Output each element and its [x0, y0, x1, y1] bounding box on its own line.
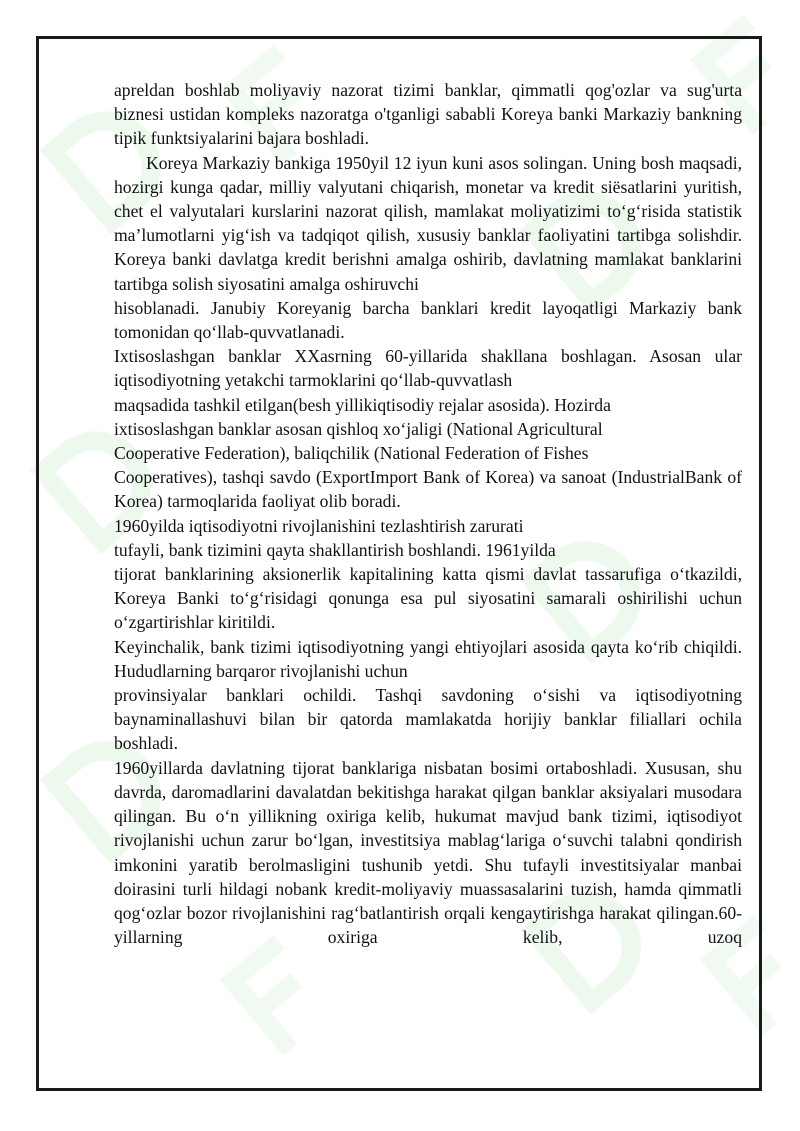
paragraph: tijorat banklarining aksionerlik kapitalining katta qismi davlat tassarufiga o‘tkazildi, Koreya Banki to‘g‘risidagi qonunga esa pul siyosatini samarali oshirilishi uchun o‘zgartirishlar kiritildi.: [114, 564, 742, 633]
paragraph: Ixtisoslashgan banklar XXasrning 60-yillarida shakllana boshlagan. Asosan ular iqtisodiyotning yetakchi tarmoklarini qo‘llab-quvvatlash: [114, 346, 742, 391]
paragraph: Cooperatives), tashqi savdo (ExportImport Bank of Korea) va sanoat (IndustrialBank of Korea) tarmoqlarida faoliyat olib boradi.: [114, 467, 742, 512]
paragraph: 1960yilda iqtisodiyotni rivojlanishini tezlashtirish zarurati: [114, 515, 524, 536]
paragraph: Koreya Markaziy bankiga 1950yil 12 iyun kuni asos solingan. Uning bosh maqsadi, hozirgi kunga qadar, milliy valyutani chiqarish, monetar va kredit siësatlarini yuritish, chet el valyutalari kurslarini nazorat qilish, mamlakat moliyatizimi to‘g‘risida statistik ma’lumotlarni yig‘ish va tadqiqot qilish, xususiy banklar faoliyatini tartibga solishdir. Koreya banki davlatga kredit berishni amalga oshirib, davlatning mamlakat banklarini tartibga solish siyosatini amalga oshiruvchi: [114, 152, 742, 294]
paragraph: ixtisoslashgan banklar asosan qishloq xo‘jaligi (National Agricultural: [114, 418, 603, 439]
paragraph: Keyinchalik, bank tizimi iqtisodiyotning yangi ehtiyojlari asosida qayta ko‘rib chiqildi. Hududlarning barqaror rivojlanishi uchun: [114, 636, 742, 681]
document-body: [114, 78, 742, 949]
paragraph: hisoblanadi. Janubiy Koreyanig barcha banklari kredit layoqatligi Markaziy bank tomonidan qo‘llab-quvvatlanadi.: [114, 297, 742, 343]
paragraph: Cooperative Federation), baliqchilik (National Federation of Fishes: [114, 443, 589, 464]
paragraph: provinsiyalar banklari ochildi. Tashqi savdoning o‘sishi va iqtisodiyotning baynaminallashuvi bilan bir qatorda mamlakatda horijiy banklar filiallari ochila boshladi.: [114, 685, 742, 754]
paragraph: maqsadida tashkil etilgan(besh yillikiqtisodiy rejalar asosida). Hozirda: [114, 394, 611, 415]
paragraph: tufayli, bank tizimini qayta shakllantirish boshlandi. 1961yilda: [114, 539, 556, 560]
paragraph: apreldan boshlab moliyaviy nazorat tizimi banklar, qimmatli qog'ozlar va sug'urta biznesi ustidan kompleks nazoratga o'tganligi sababli Koreya banki Markaziy bankning tipik funktsiyalarini bajara boshladi.: [114, 80, 742, 149]
paragraph: 1960yillarda davlatning tijorat banklariga nisbatan bosimi ortaboshladi. Xususan, shu davrda, daromadlarini davalatdan bekitishga harakat qilgan banklar aksiyalari musodara qilingan. Bu o‘n yillikning oxiriga kelib, hukumat mavjud bank tizimi, iqtisodiyot rivojlanishi uchun zarur bo‘lgan, investitsiya mablag‘lariga o‘suvchi talabni qondirish imkonini yaratib berolmasligini tushunib yetdi. Shu tufayli investitsiyalar manbai doirasini turli hildagi nobank kredit-moliyaviy muassasalarini tuzish, hamda qimmatli qog‘ozlar bozor rivojlanishini rag‘batlantirish orqali kengaytirishga harakat qilingan.60-yillarning oxiriga kelib, uzoq: [114, 757, 742, 948]
